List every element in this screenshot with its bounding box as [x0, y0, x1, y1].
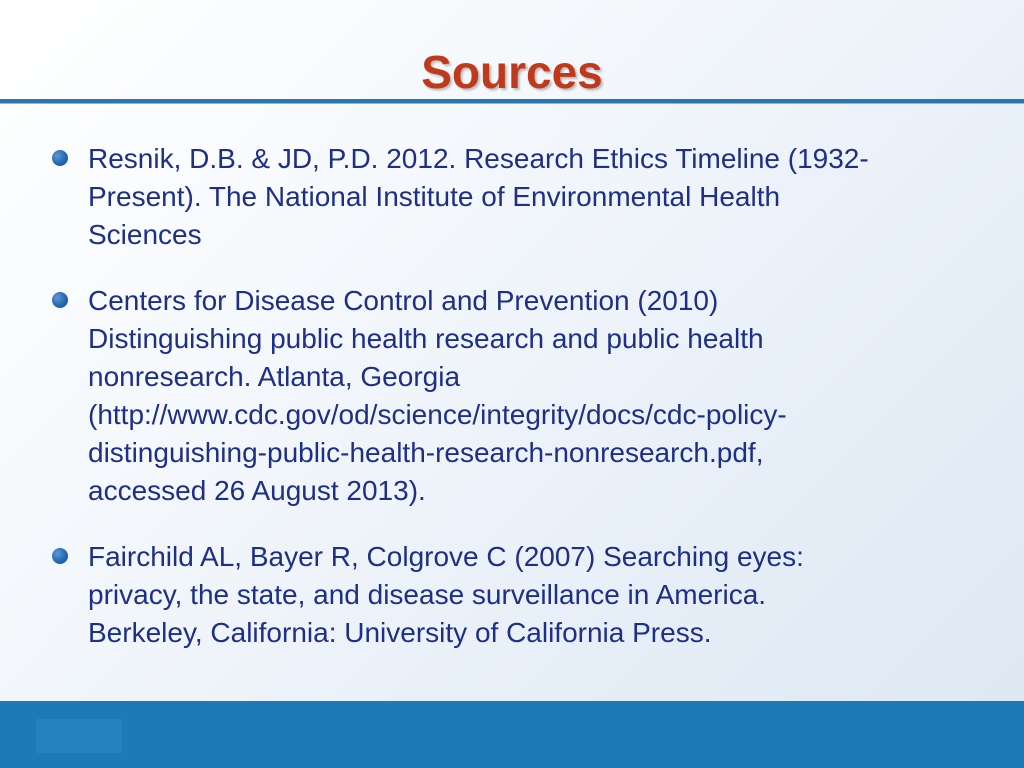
source-item [48, 282, 988, 510]
source-item [48, 140, 988, 254]
source-line: accessed 26 August 2013). [88, 475, 426, 506]
source-line: privacy, the state, and disease surveillance in America. [88, 579, 767, 610]
source-text [88, 538, 988, 652]
source-line: Fairchild AL, Bayer R, Colgrove C (2007) Searching eyes: [88, 541, 804, 572]
source-text [88, 140, 988, 254]
source-text [88, 282, 988, 510]
source-link-line: distinguishing-public-health-research-nonresearch.pdf, [88, 437, 764, 468]
source-link-line: (http://www.cdc.gov/od/science/integrity/docs/cdc-policy- [88, 399, 787, 430]
bullet-icon [52, 150, 68, 166]
source-line: Present). The National Institute of Environmental Health [88, 181, 781, 212]
bullet-icon [52, 292, 68, 308]
source-line: nonresearch. Atlanta, Georgia [88, 361, 461, 392]
source-line: Berkeley, California: University of California Press. [88, 617, 712, 648]
footer-bar [0, 701, 1024, 768]
source-line: Resnik, D.B. & JD, P.D. 2012. Research Ethics Timeline (1932- [88, 143, 869, 174]
sources-list [48, 140, 988, 680]
slide-title: Sources [421, 46, 603, 98]
source-line: Centers for Disease Control and Prevention (2010) [88, 285, 719, 316]
source-item [48, 538, 988, 652]
source-line: Distinguishing public health research and public health [88, 323, 764, 354]
title-divider [0, 99, 1024, 104]
bullet-icon [52, 548, 68, 564]
footer-logo-placeholder [36, 719, 122, 753]
source-line: Sciences [88, 219, 202, 250]
